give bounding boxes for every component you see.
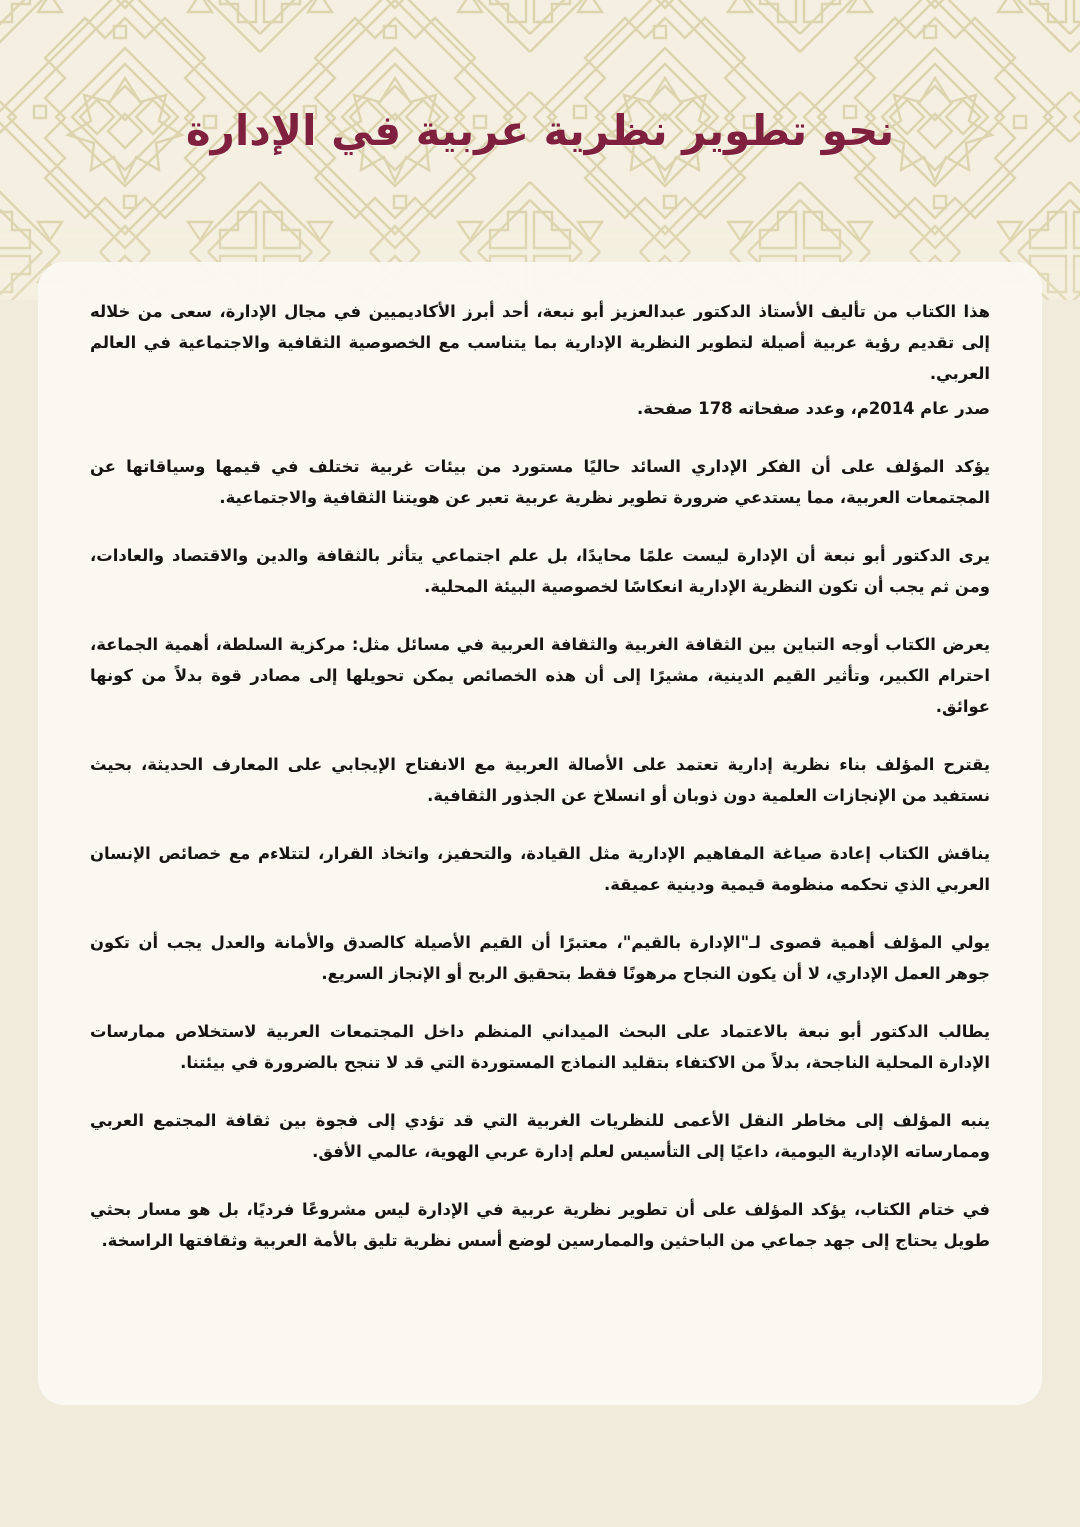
page-footer-area [0, 1405, 1080, 1527]
paragraph-conclusion: في ختام الكتاب، يؤكد المؤلف على أن تطوير نظرية عربية في الإدارة ليس مشروعًا فرديًا، بل هو مسار بحثي طويل يحتاج إلى جهد جماعي من الباحثين والممارسين لوضع أسس نظرية تليق بالأمة العربية وثقافتها الراسخة. [90, 1200, 990, 1250]
paragraph-authenticity-openness: يقترح المؤلف بناء نظرية إدارية تعتمد على الأصالة العربية مع الانفتاح الإيجابي على المعارف الحديثة، بحيث نستفيد من الإنجازات العلمية دون ذوبان أو انسلاخ عن الجذور الثقافية. [90, 755, 990, 805]
paragraph-field-research: يطالب الدكتور أبو نبعة بالاعتماد على البحث الميداني المنظم داخل المجتمعات العربية لاستخلاص ممارسات الإدارة المحلية الناجحة، بدلاً من الاكتفاء بتقليد النماذج المستوردة التي قد لا تنجح بالضرورة في بيئتنا. [90, 1022, 990, 1072]
paragraph-publication-info: صدر عام 2014م، وعدد صفحاته 178 صفحة. [636, 399, 990, 418]
paragraph-management-by-values: يولي المؤلف أهمية قصوى لـ"الإدارة بالقيم"، معتبرًا أن القيم الأصيلة كالصدق والأمانة والعدل يجب أن تكون جوهر العمل الإداري، لا أن يكون النجاح مرهونًا فقط بتحقيق الربح أو الإنجاز السريع. [90, 933, 990, 983]
content-body [38, 262, 1042, 1405]
page-title: نحو تطوير نظرية عربية في الإدارة [185, 105, 895, 155]
paragraph-intro: هذا الكتاب من تأليف الأستاذ الدكتور عبدالعزيز أبو نبعة، أحد أبرز الأكاديميين في مجال الإدارة، سعى من خلاله إلى تقديم رؤية عربية أصيلة لتطوير النظرية الإدارية بما يتناسب مع الخصوصية الثقافية والاجتماعية في العالم العربي. [90, 302, 990, 383]
ornamental-header-band [0, 0, 1080, 300]
paragraph-management-not-neutral: يرى الدكتور أبو نبعة أن الإدارة ليست علمًا محايدًا، بل علم اجتماعي يتأثر بالثقافة والدين والاقتصاد والعادات، ومن ثم يجب أن تكون النظرية الإدارية انعكاسًا لخصوصية البيئة المحلية. [90, 546, 990, 596]
paragraph-blind-transfer-risks: ينبه المؤلف إلى مخاطر النقل الأعمى للنظريات الغربية التي قد تؤدي إلى فجوة بين ثقافة المجتمع العربي وممارساته الإدارية اليومية، داعيًا إلى التأسيس لعلم إدارة عربي الهوية، عالمي الأفق. [90, 1111, 990, 1161]
paragraph-reformulating-concepts: يناقش الكتاب إعادة صياغة المفاهيم الإدارية مثل القيادة، والتحفيز، واتخاذ القرار، لتتلاءم مع خصائص الإنسان العربي الذي تحكمه منظومة قيمية ودينية عميقة. [90, 844, 990, 894]
paragraph-imported-thought: يؤكد المؤلف على أن الفكر الإداري السائد حاليًا مستورد من بيئات غربية تختلف في قيمها وسياقاتها عن المجتمعات العربية، مما يستدعي ضرورة تطوير نظرية عربية تعبر عن هويتنا الثقافية والاجتماعية. [90, 457, 990, 507]
content-card [38, 262, 1042, 1405]
paragraph-cultural-contrast: يعرض الكتاب أوجه التباين بين الثقافة الغربية والثقافة العربية في مسائل مثل: مركزية السلطة، أهمية الجماعة، احترام الكبير، وتأثير القيم الدينية، مشيرًا إلى أن هذه الخصائص يمكن تحويلها إلى مصادر قوة بدلاً من كونها عوائق. [90, 635, 990, 716]
arabic-geometric-pattern-icon [0, 0, 1080, 300]
